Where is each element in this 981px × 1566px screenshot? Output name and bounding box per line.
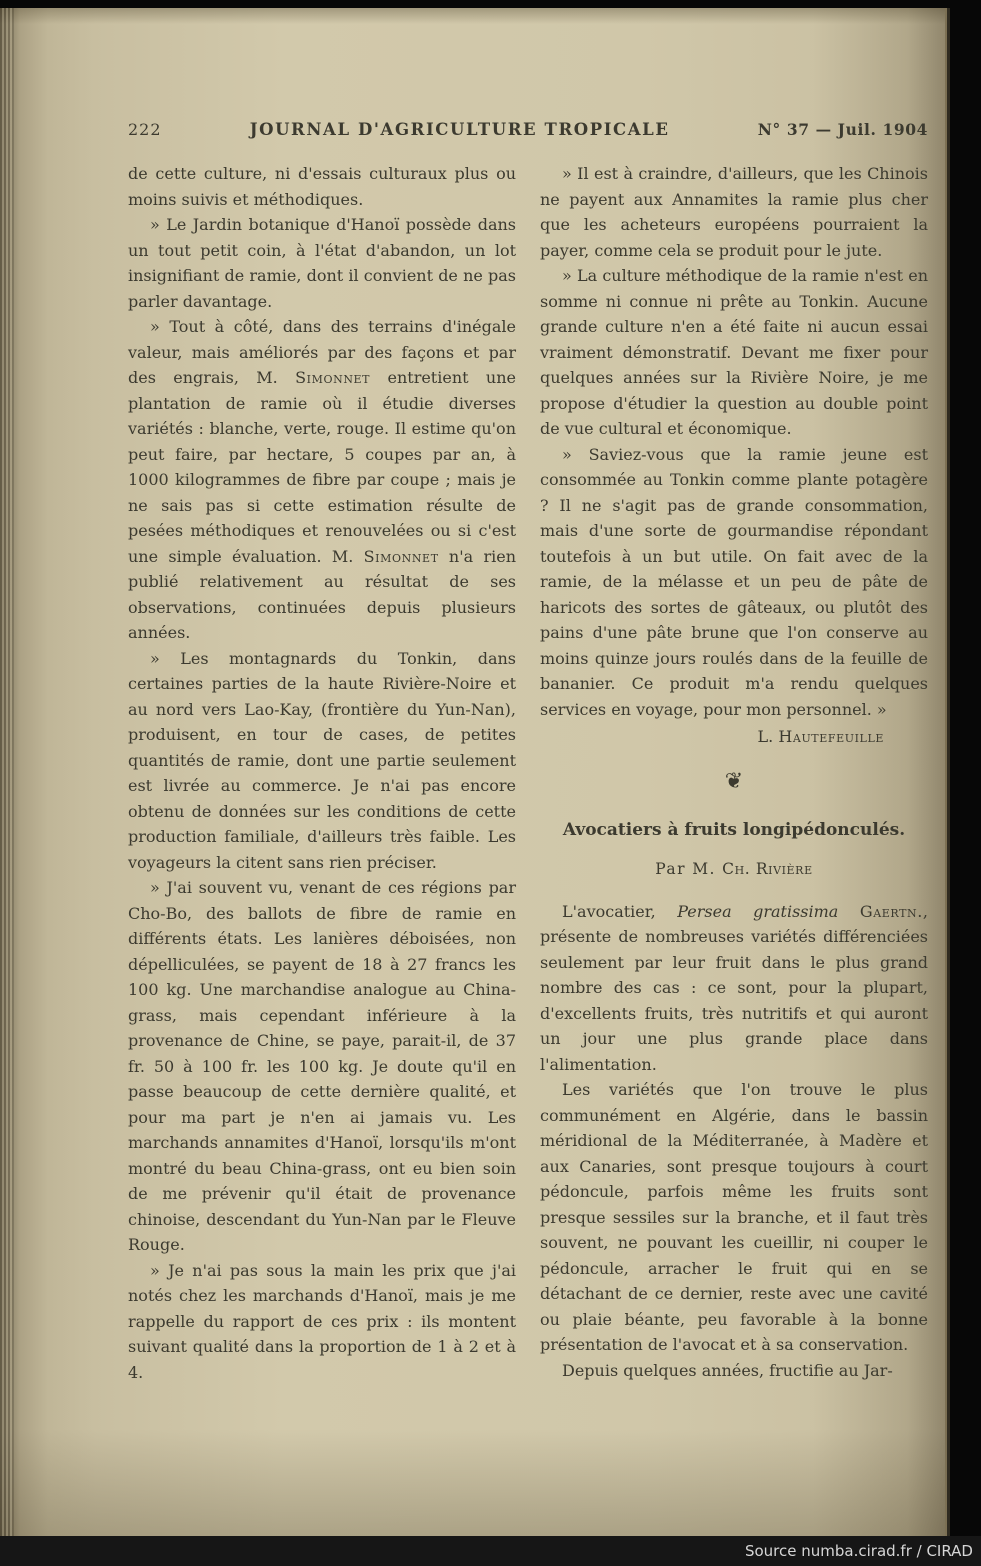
- paragraph: Depuis quelques années, fructifie au Jar-: [562, 1360, 893, 1380]
- source-attribution: Source numba.cirad.fr / CIRAD: [744, 1542, 973, 1560]
- paragraph: » Le Jardin botanique d'Hanoï possède dans un tout petit coin, à l'état d'abandon, un lot insignifiant de ramie, dont il convient de ne pas parler davantage.: [128, 215, 516, 311]
- author-signature: L. Hautefeuille: [757, 727, 884, 746]
- text-columns: [128, 161, 928, 1385]
- right-column: [540, 161, 928, 1385]
- paragraph: » Les montagnards du Tonkin, dans certaines parties de la haute Rivière-Noire et au nord vers Lao-Kay, (frontière du Yun-Nan), produisent, en tour de cases, de petites quantités de ramie, dont une partie seulement est livrée au commerce. Je n'ai pas encore obtenu de données sur les conditions de cette production familiale, d'ailleurs très faible. Les voyageurs la citent sans rien préciser.: [128, 648, 516, 872]
- page-header: [128, 120, 928, 139]
- paragraph: L'avocatier, Persea gratissima Gaertn., présente de nombreuses variétés différenciées seulement par leur fruit dans le plus grand nombre des cas : ce sont, pour la plupart, d'excellents fruits, très nutritifs et qui auront un jour une plus grande place dans l'alimentation.: [540, 901, 929, 1074]
- paragraph: » J'ai souvent vu, venant de ces régions par Cho-Bo, des ballots de fibre de ramie en différents états. Les lanières déboisées, non dépelliculées, se payent de 18 à 27 francs les 100 kg. Une marchandise analogue au China-grass, mais cependant inférieure à la provenance de Chine, se paye, parait-il, de 37 fr. 50 à 100 fr. les 100 kg. Je doute qu'il en passe beaucoup de cette dernière qualité, et pour ma part je n'en ai jamais vu. Les marchands annamites d'Hanoï, lorsqu'ils m'ont montré du beau China-grass, ont eu bien soin de me prévenir qu'il était de provenance chinoise, descendant du Yun-Nan par le Fleuve Rouge.: [128, 878, 516, 1254]
- book-page-edges: [0, 8, 14, 1536]
- paragraph: de cette culture, ni d'essais culturaux plus ou moins suivis et méthodiques.: [128, 164, 516, 209]
- page-number: 222: [128, 120, 162, 139]
- paragraph: » Saviez-vous que la ramie jeune est consommée au Tonkin comme plante potagère ? Il ne s'agit pas de grande consommation, mais d'une sorte de gourmandise répondant toutefois à un but utile. On fait avec de la ramie, de la mélasse et un peu de pâte de haricots des sortes de gâteaux, ou plutôt des pains d'une pâte brune que l'on conserve au moins quinze jours roulés dans de la feuille de bananier. Ce produit m'a rendu quelques services en voyage, pour mon personnel. »: [540, 444, 928, 719]
- article-byline: Par M. Ch. Rivière: [655, 860, 813, 878]
- journal-page-scan: [0, 8, 945, 1536]
- journal-title: JOURNAL D'AGRICULTURE TROPICALE: [249, 120, 670, 139]
- article-title: Avocatiers à fruits longipédonculés.: [562, 819, 906, 840]
- paragraph: » Tout à côté, dans des terrains d'inégale valeur, mais améliorés par des façons et par des engrais, M. Simonnet entretient une plantation de ramie où il étudie diverses variétés : blanche, verte, rouge. Il estime qu'on peut faire, par hectare, 5 coupes par an, à 1000 kilogrammes de fibre par coupe ; mais je ne sais pas si cette estimation résulte de pesées méthodiques et renouvelées ou si c'est une simple évaluation. M. Simonnet n'a rien publié relativement au résultat de ses observations, continuées depuis plusieurs années.: [128, 317, 517, 642]
- paragraph: » Il est à craindre, d'ailleurs, que les Chinois ne payent aux Annamites la ramie plus cher que les acheteurs européens pourraient la payer, comme cela se produit pour le jute.: [540, 164, 928, 260]
- fleuron-ornament-icon: ❦: [724, 768, 744, 794]
- issue-info: N° 37 — Juil. 1904: [757, 120, 928, 139]
- left-column: [128, 161, 516, 1385]
- paragraph: » Je n'ai pas sous la main les prix que j'ai notés chez les marchands d'Hanoï, mais je me rappelle du rapport de ces prix : ils montent suivant qualité dans la proportion de 1 à 2 et à 4.: [128, 1260, 516, 1382]
- paragraph: Les variétés que l'on trouve le plus communément en Algérie, dans le bassin méridional de la Méditerranée, à Madère et aux Canaries, sont presque toujours à court pédoncule, parfois même les fruits sont presque sessiles sur la branche, et il faut très souvent, ne pouvant les cueillir, ni couper le pédoncule, arracher le fruit qui en se détachant de ce dernier, reste avec une cavité ou plaie béante, peu favorable à la bonne présentation de l'avocat et à sa conservation.: [540, 1080, 928, 1354]
- paragraph: » La culture méthodique de la ramie n'est en somme ni connue ni prête au Tonkin. Aucune grande culture n'en a été faite ni aucun essai vraiment démonstratif. Devant me fixer pour quelques années sur la Rivière Noire, je me propose d'étudier la question au double point de vue cultural et économique.: [540, 266, 928, 438]
- source-attribution-bar: [0, 1536, 981, 1566]
